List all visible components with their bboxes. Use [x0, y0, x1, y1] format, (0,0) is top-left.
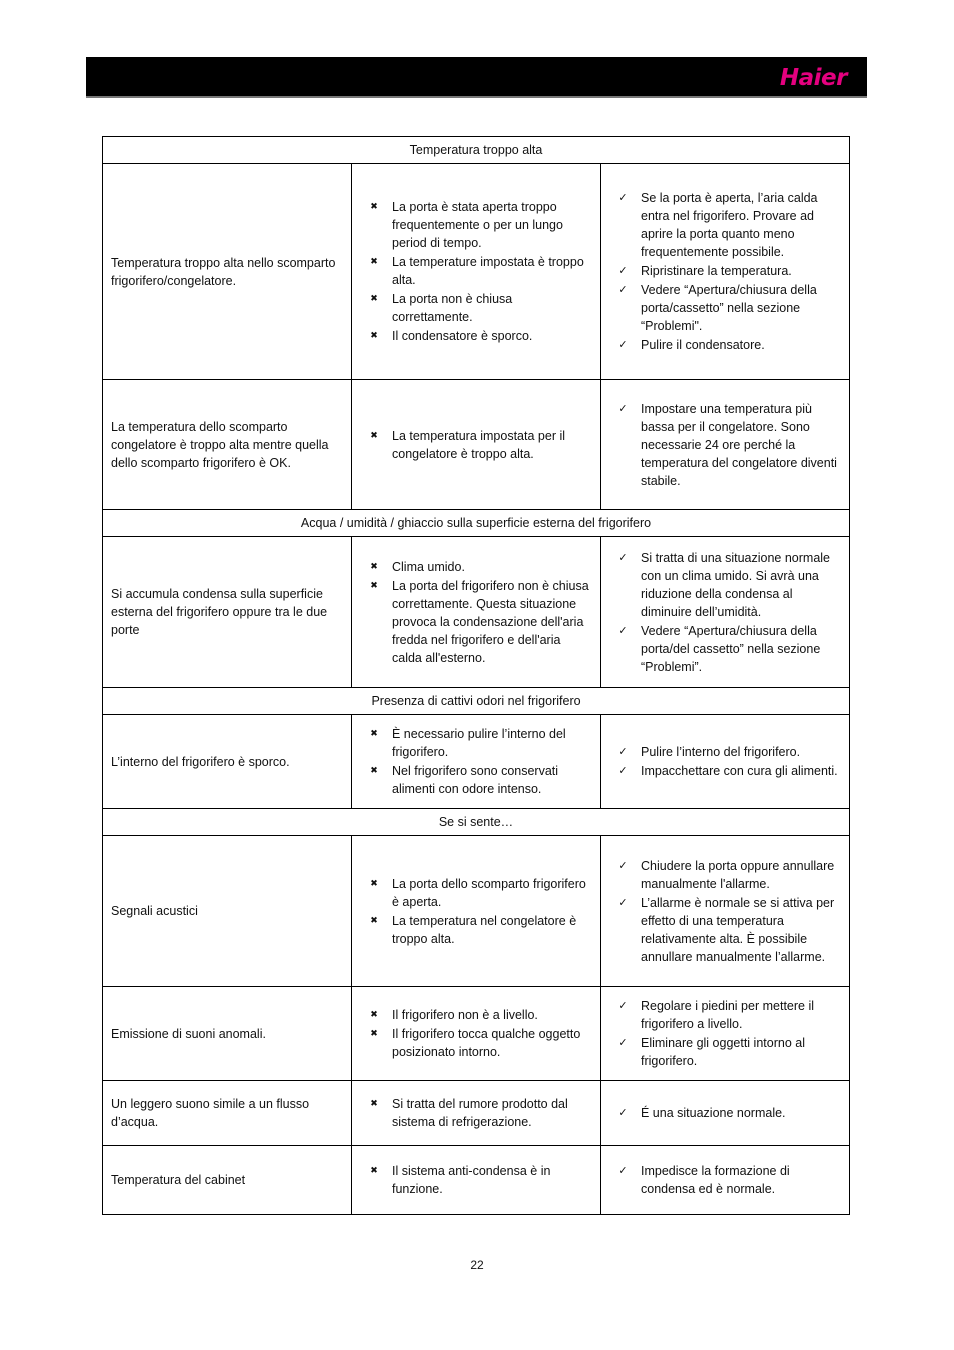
- causes-cell: [352, 715, 601, 809]
- problem-cell: Temperatura troppo alta nello scomparto frigorifero/congelatore.: [103, 164, 352, 380]
- cause-text: La porta non è chiusa correttamente.: [392, 292, 513, 324]
- solution-text: Vedere “Apertura/chiusura della porta/cassetto” nella sezione “Problemi".: [641, 283, 817, 333]
- cross-icon: ✖: [370, 766, 378, 776]
- solutions-cell: [601, 836, 850, 987]
- section-title: Temperatura troppo alta: [103, 137, 850, 164]
- solutions-cell: [601, 1146, 850, 1215]
- table-row: [103, 836, 850, 987]
- check-icon: ✓: [618, 264, 628, 277]
- cause-item: [360, 253, 592, 289]
- cause-item: [360, 762, 592, 798]
- solution-text: Pulire l’interno del frigorifero.: [641, 745, 801, 759]
- cross-icon: ✖: [370, 561, 378, 572]
- problem-cell: Segnali acustici: [103, 836, 352, 987]
- cross-icon: ✖: [370, 1029, 378, 1039]
- cause-list: [360, 725, 592, 798]
- solution-text: Eliminare gli oggetti intorno al frigorifero.: [641, 1036, 805, 1068]
- problem-cell: L’interno del frigorifero è sporco.: [103, 715, 352, 809]
- check-icon: ✓: [618, 623, 628, 637]
- table-row: [103, 987, 850, 1081]
- cross-icon: ✖: [370, 915, 378, 926]
- cause-text: Clima umido.: [392, 559, 465, 574]
- page-number: 22: [470, 1258, 484, 1272]
- section-title: Acqua / umidità / ghiaccio sulla superficie esterna del frigorifero: [103, 510, 850, 537]
- solution-text: Impostare una temperatura più bassa per il congelatore. Sono necessarie 24 ore perché la temperatura del congelatore diventi stabile.: [641, 401, 837, 488]
- solution-item: [609, 400, 841, 490]
- solutions-cell: [601, 1081, 850, 1146]
- solution-text: Impedisce la formazione di condensa ed è normale.: [641, 1164, 790, 1196]
- causes-cell: [352, 987, 601, 1081]
- solution-item: [609, 997, 841, 1033]
- cause-item: [360, 1162, 592, 1198]
- solution-list: [609, 549, 841, 676]
- solution-text: Vedere “Apertura/chiusura della porta/del cassetto” nella sezione “Problemi”.: [641, 623, 821, 674]
- cause-item: [360, 912, 592, 948]
- solution-item: [609, 1034, 841, 1070]
- solution-list: [609, 400, 841, 490]
- check-icon: ✓: [618, 283, 628, 296]
- table-row: [103, 1146, 850, 1215]
- solution-list: [609, 1162, 841, 1198]
- problem-cell: Temperatura del cabinet: [103, 1146, 352, 1215]
- solution-text: Regolare i piedini per mettere il frigorifero a livello.: [641, 999, 815, 1031]
- cross-icon: ✖: [370, 257, 378, 267]
- check-icon: ✓: [618, 1164, 628, 1177]
- cause-item: [360, 1095, 592, 1131]
- cross-icon: ✖: [370, 294, 378, 304]
- cause-text: Il frigorifero tocca qualche oggetto posizionato intorno.: [392, 1027, 581, 1059]
- check-icon: ✓: [618, 191, 628, 204]
- solution-item: [609, 894, 841, 966]
- table-row: [103, 537, 850, 688]
- cause-list: [360, 875, 592, 948]
- solution-list: [609, 189, 841, 354]
- cross-icon: ✖: [370, 331, 378, 341]
- problem-cell: Un leggero suono simile a un flusso d’acqua.: [103, 1081, 352, 1146]
- solution-item: [609, 336, 841, 354]
- solution-list: [609, 1104, 841, 1122]
- solutions-cell: [601, 380, 850, 510]
- solutions-cell: [601, 537, 850, 688]
- solution-item: [609, 762, 841, 780]
- solution-text: L’allarme è normale se si attiva per effetto di una temperatura relativamente alta. È possibile annullare manualmente l’allarme.: [641, 895, 835, 964]
- solution-item: [609, 1162, 841, 1198]
- solution-text: Pulire il condensatore.: [641, 338, 765, 352]
- solution-list: [609, 857, 841, 966]
- cause-list: [360, 1006, 592, 1061]
- cross-icon: ✖: [370, 1099, 378, 1109]
- problem-cell: Si accumula condensa sulla superficie esterna del frigorifero oppure tra le due porte: [103, 537, 352, 688]
- cause-item: [360, 1025, 592, 1061]
- section-title: Se si sente…: [103, 809, 850, 836]
- cause-text: Il condensatore è sporco.: [392, 329, 533, 343]
- section-header-row: [103, 137, 850, 164]
- section-header-row: [103, 510, 850, 537]
- solution-text: Se la porta è aperta, l’aria calda entra nel frigorifero. Provare ad aprire la porta quanto meno frequentemente possibile.: [641, 191, 818, 259]
- solution-item: [609, 622, 841, 676]
- solution-item: [609, 743, 841, 761]
- solution-item: [609, 857, 841, 893]
- causes-cell: [352, 164, 601, 380]
- solutions-cell: [601, 987, 850, 1081]
- cross-icon: ✖: [370, 1166, 378, 1176]
- cross-icon: ✖: [370, 878, 378, 889]
- solution-item: [609, 262, 841, 280]
- check-icon: ✓: [618, 401, 628, 415]
- solution-list: [609, 997, 841, 1070]
- cause-text: La temperature impostata è troppo alta.: [392, 255, 584, 287]
- causes-cell: [352, 836, 601, 987]
- check-icon: ✓: [618, 764, 628, 777]
- cause-text: La porta è stata aperta troppo frequentemente o per un lungo period di tempo.: [392, 200, 563, 250]
- cause-item: [360, 725, 592, 761]
- solution-text: Chiudere la porta oppure annullare manualmente l'allarme.: [641, 858, 835, 891]
- table-row: [103, 380, 850, 510]
- page-header: [86, 57, 867, 98]
- solutions-cell: [601, 164, 850, 380]
- cause-text: La temperatura nel congelatore è troppo alta.: [392, 913, 577, 946]
- cause-text: È necessario pulire l’interno del frigorifero.: [392, 727, 566, 759]
- check-icon: ✓: [618, 338, 628, 351]
- check-icon: ✓: [618, 895, 628, 909]
- section-header-row: [103, 809, 850, 836]
- cause-item: [360, 577, 592, 667]
- check-icon: ✓: [618, 550, 628, 564]
- solution-item: [609, 1104, 841, 1122]
- cause-item: [360, 290, 592, 326]
- cause-text: La porta del frigorifero non è chiusa correttamente. Questa situazione provoca la condensazione dell'aria fredda nel frigorifero e dell'aria calda all'esterno.: [392, 578, 589, 665]
- cross-icon: ✖: [370, 729, 378, 739]
- solution-text: É una situazione normale.: [641, 1106, 786, 1120]
- cause-item: [360, 558, 592, 576]
- problem-cell: La temperatura dello scomparto congelatore è troppo alta mentre quella dello scomparto frigorifero è OK.: [103, 380, 352, 510]
- cause-list: [360, 1162, 592, 1198]
- check-icon: ✓: [618, 999, 628, 1012]
- solution-item: [609, 189, 841, 261]
- cross-icon: ✖: [370, 430, 378, 441]
- table-row: [103, 1081, 850, 1146]
- cause-item: [360, 875, 592, 911]
- problem-cell: Emissione di suoni anomali.: [103, 987, 352, 1081]
- solution-text: Impacchettare con cura gli alimenti.: [641, 764, 838, 778]
- table-row: [103, 164, 850, 380]
- cause-item: [360, 327, 592, 345]
- haier-logo: Haier: [779, 65, 847, 91]
- section-header-row: [103, 688, 850, 715]
- causes-cell: [352, 1146, 601, 1215]
- cause-list: [360, 558, 592, 667]
- troubleshooting-table: [102, 136, 850, 1215]
- cause-item: [360, 198, 592, 252]
- solution-item: [609, 549, 841, 621]
- cause-list: [360, 427, 592, 463]
- cause-text: Il sistema anti-condensa è in funzione.: [392, 1164, 551, 1196]
- causes-cell: [352, 537, 601, 688]
- solution-list: [609, 743, 841, 780]
- check-icon: ✓: [618, 745, 628, 758]
- cross-icon: ✖: [370, 202, 378, 212]
- causes-cell: [352, 1081, 601, 1146]
- solution-item: [609, 281, 841, 335]
- causes-cell: [352, 380, 601, 510]
- cause-text: La temperatura impostata per il congelatore è troppo alta.: [392, 428, 566, 461]
- cause-item: [360, 1006, 592, 1024]
- check-icon: ✓: [618, 1036, 628, 1049]
- cross-icon: ✖: [370, 1010, 378, 1020]
- cause-text: Si tratta del rumore prodotto dal sistema di refrigerazione.: [392, 1097, 568, 1129]
- check-icon: ✓: [618, 858, 628, 872]
- check-icon: ✓: [618, 1106, 628, 1119]
- cause-text: Il frigorifero non è a livello.: [392, 1008, 538, 1022]
- cause-text: La porta dello scomparto frigorifero è aperta.: [392, 876, 586, 909]
- cause-list: [360, 1095, 592, 1131]
- solution-text: Ripristinare la temperatura.: [641, 264, 792, 278]
- cause-list: [360, 198, 592, 345]
- cross-icon: ✖: [370, 580, 378, 591]
- solutions-cell: [601, 715, 850, 809]
- table-row: [103, 715, 850, 809]
- section-title: Presenza di cattivi odori nel frigorifero: [103, 688, 850, 715]
- cause-item: [360, 427, 592, 463]
- cause-text: Nel frigorifero sono conservati alimenti con odore intenso.: [392, 764, 559, 796]
- solution-text: Si tratta di una situazione normale con un clima umido. Si avrà una riduzione della condensa al diminuire dell’umidità.: [641, 550, 830, 619]
